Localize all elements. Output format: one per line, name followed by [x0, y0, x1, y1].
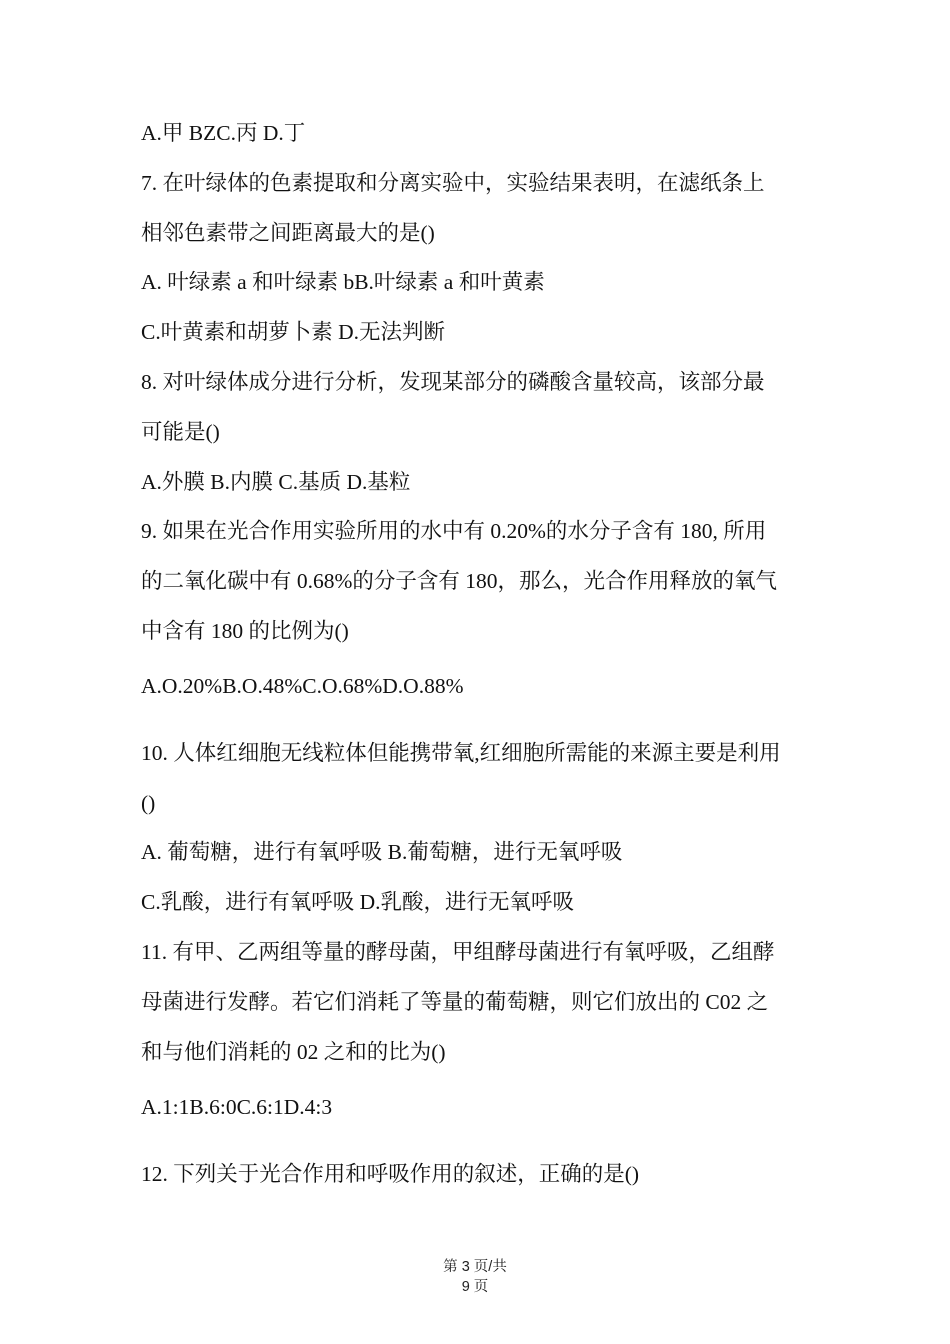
question-7-line-1: 7. 在叶绿体的色素提取和分离实验中，实验结果表明，在滤纸条上: [141, 171, 765, 195]
question-9-options: A.O.20%B.O.48%C.O.68%D.O.88%: [141, 674, 464, 698]
question-9-line-2: 的二氧化碳中有 0.68%的分子含有 180，那么，光合作用释放的氧气: [141, 569, 778, 593]
question-12-line-1: 12. 下列关于光合作用和呼吸作用的叙述，正确的是(): [141, 1162, 640, 1186]
question-11-line-2: 母菌进行发酵。若它们消耗了等量的葡萄糖，则它们放出的 C02 之: [141, 990, 769, 1014]
question-10-line-1: 10. 人体红细胞无线粒体但能携带氧,红细胞所需能的来源主要是利用: [141, 741, 781, 765]
question-8-line-1: 8. 对叶绿体成分进行分析，发现某部分的磷酸含量较高，该部分最: [141, 370, 765, 394]
question-8-options: A.外膜 B.内膜 C.基质 D.基粒: [141, 470, 411, 494]
question-10-line-2: (): [141, 791, 156, 815]
question-10-options-cd: C.乳酸，进行有氧呼吸 D.乳酸，进行无氧呼吸: [141, 890, 574, 914]
page-footer-line-2: 9 页: [461, 1279, 489, 1295]
question-9-line-1: 9. 如果在光合作用实验所用的水中有 0.20%的水分子含有 180, 所用: [141, 519, 767, 543]
page-footer-line-1: 第 3 页/共: [443, 1259, 507, 1275]
question-11-line-1: 11. 有甲、乙两组等量的酵母菌，甲组酵母菌进行有氧呼吸，乙组酵: [141, 940, 775, 964]
question-9-line-3: 中含有 180 的比例为(): [141, 619, 349, 643]
question-7-options-cd: C.叶黄素和胡萝卜素 D.无法判断: [141, 320, 445, 344]
question-11-options: A.1:1B.6:0C.6:1D.4:3: [141, 1095, 333, 1119]
question-10-options-ab: A. 葡萄糖，进行有氧呼吸 B.葡萄糖，进行无氧呼吸: [141, 840, 623, 864]
question-7-options-ab: A. 叶绿素 a 和叶绿素 bB.叶绿素 a 和叶黄素: [141, 270, 545, 294]
question-7-line-2: 相邻色素带之间距离最大的是(): [141, 221, 435, 245]
question-8-line-2: 可能是(): [141, 420, 220, 444]
option-line-q6: A.甲 BZC.丙 D.丁: [141, 121, 306, 145]
question-11-line-3: 和与他们消耗的 02 之和的比为(): [141, 1040, 446, 1064]
